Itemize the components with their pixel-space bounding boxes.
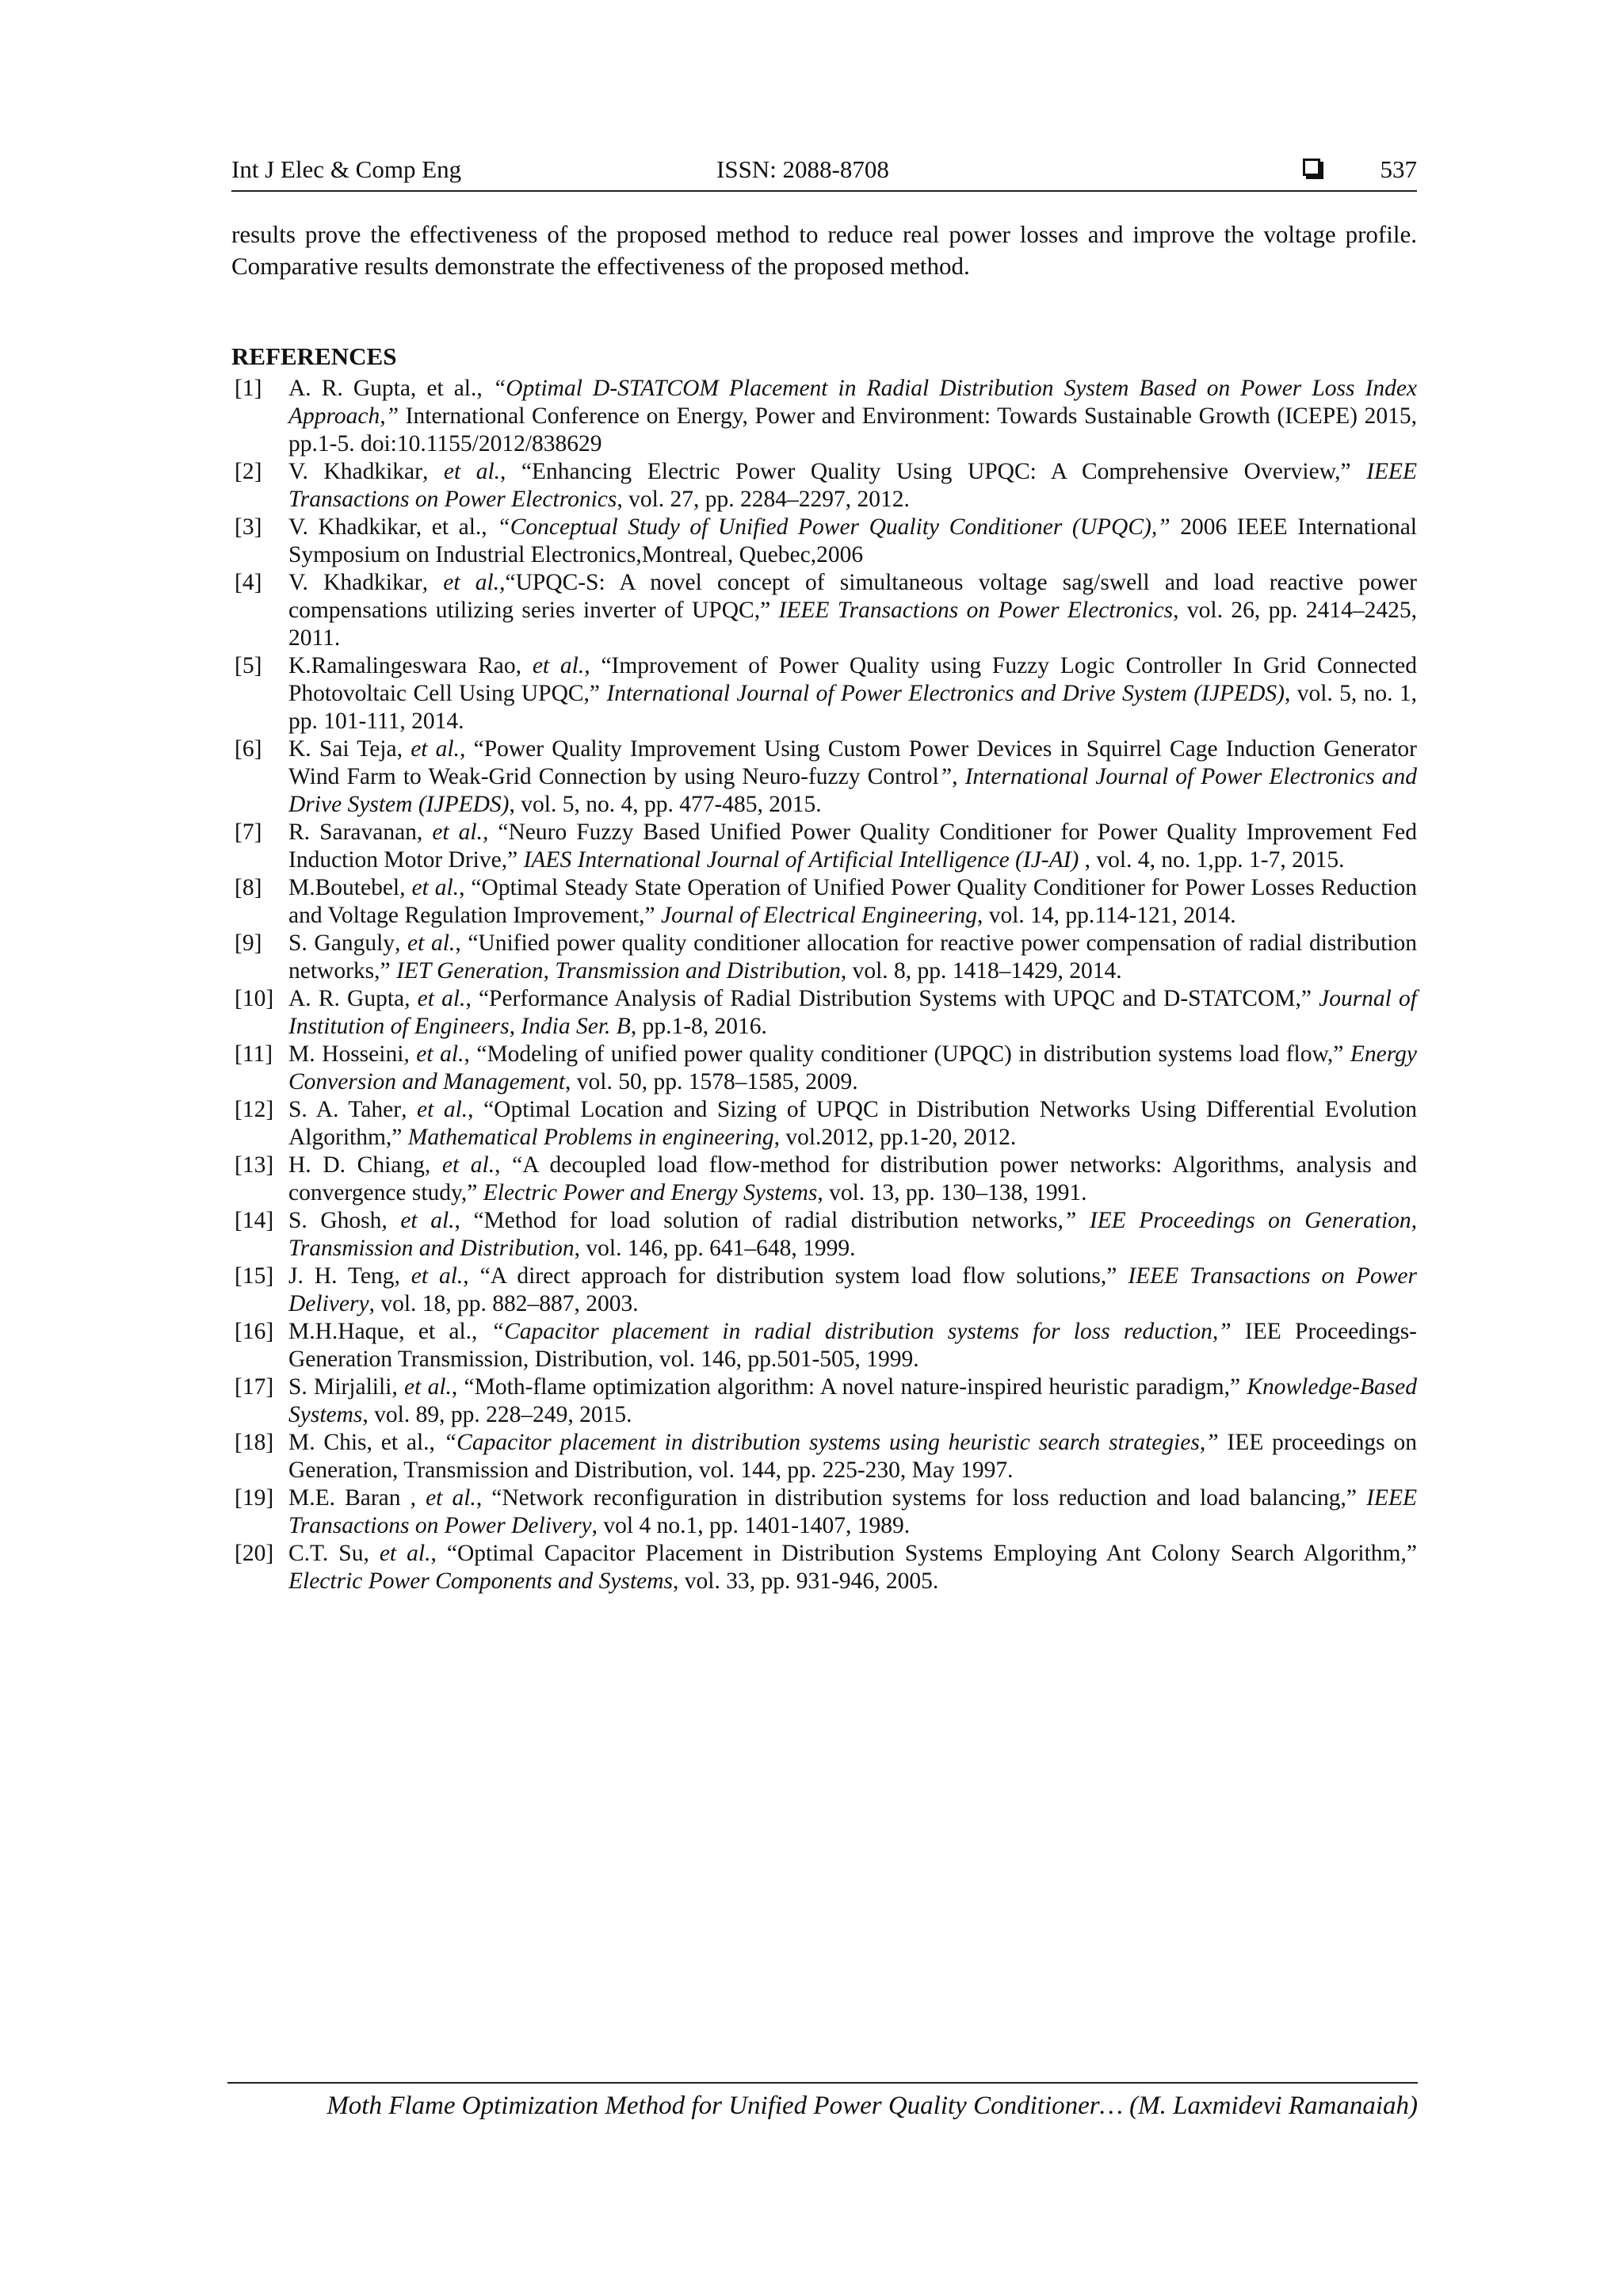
reference-italic-text: IAES International Journal of Artificial Intelligence (IJ-AI) (523, 847, 1079, 873)
reference-number: [13] (235, 1152, 274, 1178)
reference-text: “Neuro Fuzzy Based Unified Power Quality Conditioner for Power Quality Improvement Fed Induction Motor Drive,” (288, 819, 1418, 873)
reference-item (231, 375, 1417, 458)
reference-italic-text: , et al. (395, 930, 456, 956)
page-header (231, 151, 1417, 192)
reference-text: , “Optimal Location and Sizing of UPQC in Distribution Networks Using Differential Evolution Algorithm,” (288, 1097, 1417, 1150)
reference-number: [11] (235, 1041, 273, 1067)
reference-italic-text: IEEE Transactions on Power Delivery (288, 1485, 1417, 1538)
reference-number: [17] (235, 1374, 274, 1400)
reference-text: J. H. Teng (288, 1263, 395, 1289)
reference-list (231, 375, 1417, 1595)
reference-text: IEE proceedings on Generation, Transmission and Distribution, vol. 144, pp. 225-230, May 1997. (288, 1430, 1417, 1483)
reference-text: , “Network reconfiguration in distribution systems for loss reduction and load balancing,” (475, 1485, 1367, 1511)
reference-text: , vol. 50, pp. 1578–1585, 2009. (565, 1069, 858, 1095)
reference-item (231, 458, 1417, 514)
reference-text: , “A direct approach for distribution system load flow solutions,” (463, 1263, 1128, 1289)
reference-italic-text: ,” IEE Proceedings on Generation, Transmission and Distribution (288, 1208, 1417, 1261)
reference-text: H. D. Chiang (288, 1152, 425, 1178)
reference-text: 2006 IEEE International Symposium on Industrial Electronics,Montreal, Quebec,2006 (288, 514, 1417, 567)
reference-text: S. A. Taher (288, 1097, 402, 1122)
reference-text: , vol. 13, pp. 130–138, 1991. (817, 1180, 1087, 1205)
reference-text: M.E. Baran (288, 1485, 411, 1511)
reference-text: , vol. 5, no. 1, pp. 101-111, 2014. (288, 681, 1417, 734)
reference-italic-text: “Conceptual Study of Unified Power Quality Conditioner (UPQC),” (497, 514, 1170, 540)
reference-number: [12] (235, 1097, 274, 1122)
reference-text: , vol. 89, pp. 228–249, 2015. (362, 1402, 632, 1427)
reference-text: S. Mirjalili (288, 1374, 392, 1400)
reference-text: K. Sai Teja, (288, 736, 411, 762)
reference-text: International Conference on Energy, Power and Environment: Towards Sustainable Growth (ICEPE) 2015, pp.1-5. doi:10.1155/2012/838629 (288, 403, 1417, 457)
reference-number: [4] (235, 570, 262, 595)
reference-item (231, 735, 1417, 819)
reference-text: S. Ganguly (288, 930, 395, 956)
reference-italic-text: Journal of Electrical Engineering (660, 903, 977, 928)
reference-text: , vol.2012, pp.1-20, 2012. (773, 1125, 1017, 1150)
reference-text: M. Chis, et al., (288, 1430, 444, 1455)
reference-text: , “Method for load solution of radial distribution networks (454, 1208, 1058, 1233)
reference-italic-text: , et al. (422, 570, 500, 595)
journal-name: Int J Elec & Comp Eng (231, 155, 462, 183)
reference-item (231, 874, 1417, 930)
reference-text: M.H.Haque, et al., (288, 1319, 491, 1344)
reference-italic-text: Mathematical Problems in engineering (407, 1125, 774, 1150)
reference-number: [10] (235, 986, 274, 1011)
reference-item (231, 569, 1417, 652)
reference-text: , “Moth-flame optimization algorithm: A novel nature-inspired heuristic paradigm,” (451, 1374, 1247, 1400)
reference-number: [18] (235, 1430, 274, 1455)
reference-text: , “Modeling of unified power quality conditioner (UPQC) in distribution systems load flow,” (464, 1041, 1350, 1067)
reference-italic-text: et al., (411, 736, 466, 762)
reference-number: [2] (235, 459, 262, 484)
intro-paragraph: results prove the effectiveness of the proposed method to reduce real power losses and improve the voltage profile. Comparative results demonstrate the effectiveness of the proposed method. (231, 220, 1417, 280)
reference-text: , vol. 4, no. 1,pp. 1-7, 2015. (1079, 847, 1345, 873)
reference-number: [5] (235, 653, 262, 678)
reference-italic-text: , et al. (424, 1152, 495, 1178)
reference-italic-text: “Optimal D-STATCOM Placement in Radial Distribution System Based on Power Loss Index Approach,” (288, 376, 1418, 429)
reference-item (231, 1263, 1417, 1318)
reference-italic-text: “Capacitor placement in radial distribution systems for loss reduction,” (491, 1319, 1232, 1344)
reference-number: [14] (235, 1208, 274, 1233)
reference-text: , vol. 26, pp. 2414–2425, 2011. (288, 598, 1417, 651)
reference-italic-text: IEEE Transactions on Power Electronics (288, 459, 1417, 512)
reference-text: V. Khadkikar (288, 570, 422, 595)
reference-text: V. Khadkikar, et al., (288, 514, 498, 540)
page-number: 537 (1380, 155, 1417, 183)
issn: ISSN: 2088-8708 (716, 155, 889, 183)
reference-text: , “Optimal Steady State Operation of Unified Power Quality Conditioner for Power Losses Reduction and Voltage Regulation Improvement,” (288, 875, 1417, 928)
reference-text: , vol. 18, pp. 882–887, 2003. (369, 1291, 639, 1316)
reference-item (231, 1207, 1417, 1263)
reference-text: , vol. 33, pp. 931-946, 2005. (673, 1568, 939, 1594)
reference-text: V. Khadkikar (288, 459, 422, 484)
reference-text: , vol. 14, pp.114-121, 2014. (976, 903, 1236, 928)
reference-item (231, 1318, 1417, 1373)
reference-italic-text: IEEE Transactions on Power Electronics (778, 598, 1174, 623)
reference-italic-text: , et al. (410, 1485, 476, 1511)
reference-number: [20] (235, 1541, 274, 1566)
reference-italic-text: , et al. (422, 459, 501, 484)
reference-text: , vol. 27, pp. 2284–2297, 2012. (617, 487, 910, 512)
reference-italic-text: et al. (379, 1541, 431, 1566)
reference-text: , vol. 5, no. 4, pp. 477-485, 2015. (509, 792, 822, 817)
reference-number: [6] (235, 736, 262, 762)
reference-italic-text: Electric Power and Energy Systems (483, 1180, 818, 1205)
reference-italic-text: IET Generation, Transmission and Distribution (396, 958, 841, 984)
reference-italic-text: et al., (532, 653, 590, 678)
reference-text: R. Saravanan, (288, 819, 433, 845)
reference-number: [7] (235, 819, 262, 845)
page-footer: Moth Flame Optimization Method for Unified Power Quality Conditioner… (M. Laxmidevi Ramanaiah) (227, 2082, 1418, 2121)
reference-item (231, 1484, 1417, 1540)
reference-item (231, 1429, 1417, 1484)
reference-number: [1] (235, 376, 262, 401)
reference-item (231, 514, 1417, 569)
reference-text: , “Optimal Capacitor Placement in Distribution Systems Employing Ant Colony Search Algorithm,” (430, 1541, 1417, 1566)
reference-item (231, 1540, 1417, 1595)
reference-item (231, 1041, 1417, 1096)
reference-italic-text: IEEE Transactions on Power Delivery (288, 1263, 1417, 1316)
reference-number: [3] (235, 514, 262, 540)
reference-number: [16] (235, 1319, 274, 1344)
reference-text: , “Performance Analysis of Radial Distribution Systems with UPQC and D-STATCOM,” (465, 986, 1319, 1011)
reference-text: , vol. 146, pp. 641–648, 1999. (574, 1236, 856, 1261)
reference-text: , “Unified power quality conditioner allocation for reactive power compensation of radial distribution networks,” (288, 930, 1418, 984)
reference-text: M. Hosseini (288, 1041, 404, 1067)
reference-italic-text: International Journal of Power Electronics and Drive System (IJPEDS) (606, 681, 1285, 706)
reference-italic-text: “Capacitor placement in distribution systems using heuristic search strategies,” (443, 1430, 1219, 1455)
reference-number: [9] (235, 930, 262, 956)
reference-text: S. Ghosh (288, 1208, 382, 1233)
reference-text: IEE Proceedings-Generation Transmission, Distribution, vol. 146, pp.501-505, 1999. (288, 1319, 1418, 1372)
reference-italic-text: , et al. (394, 1263, 464, 1289)
reference-item (231, 930, 1417, 985)
reference-text: , pp.1-8, 2016. (630, 1014, 767, 1039)
references-heading: REFERENCES (231, 342, 397, 370)
reference-text: , “A decoupled load flow-method for distribution power networks: Algorithms, analysis and convergence study,” (288, 1152, 1417, 1205)
reference-italic-text: Electric Power Components and Systems (288, 1568, 674, 1594)
reference-item (231, 1096, 1417, 1152)
reference-italic-text: Knowledge-Based Systems (288, 1374, 1417, 1427)
reference-text: ,“UPQC-S: A novel concept of simultaneous voltage sag/swell and load reactive power compensations utilizing series inverter of UPQC,” (288, 570, 1418, 623)
reference-italic-text: , et al. (404, 986, 466, 1011)
reference-italic-text: Energy Conversion and Management (288, 1041, 1417, 1095)
reference-text: “Power Quality Improvement Using Custom Power Devices in Squirrel Cage Induction Generator Wind Farm to Weak-Grid Connection by using Neuro-fuzzy Control (288, 736, 1417, 789)
reference-text: , vol 4 no.1, pp. 1401-1407, 1989. (591, 1513, 911, 1538)
reference-text: A. R. Gupta, et al., (288, 376, 493, 401)
reference-item (231, 652, 1417, 735)
reference-number: [8] (235, 875, 262, 900)
reference-italic-text: , et al. (381, 1208, 455, 1233)
reference-text: , vol. 8, pp. 1418–1429, 2014. (840, 958, 1122, 984)
reference-text: “Improvement of Power Quality using Fuzzy Logic Controller In Grid Connected Photovoltaic Cell Using UPQC,” (288, 653, 1417, 706)
reference-text: , “Enhancing Electric Power Quality Using UPQC: A Comprehensive Overview,” (500, 459, 1367, 484)
reference-italic-text: , et al. (399, 875, 460, 900)
reference-text: A. R. Gupta (288, 986, 405, 1011)
reference-number: [19] (235, 1485, 274, 1511)
reference-italic-text: Journal of Institution of Engineers, India Ser. B (288, 986, 1417, 1039)
reference-item (231, 1152, 1417, 1207)
reference-italic-text: ”, International Journal of Power Electronics and Drive System (IJPEDS) (288, 764, 1417, 817)
reference-italic-text: et al., (432, 819, 489, 845)
reference-number: [15] (235, 1263, 274, 1289)
reference-item (231, 819, 1417, 874)
reference-item (231, 985, 1417, 1041)
square-box-icon (1303, 159, 1320, 176)
reference-text: M.Boutebel (288, 875, 400, 900)
reference-italic-text: , et al. (391, 1374, 452, 1400)
reference-item (231, 1373, 1417, 1429)
reference-text: K.Ramalingeswara Rao, (288, 653, 533, 678)
reference-italic-text: , et al. (403, 1041, 464, 1067)
reference-text: C.T. Su, (288, 1541, 380, 1566)
reference-italic-text: , et al. (401, 1097, 468, 1122)
